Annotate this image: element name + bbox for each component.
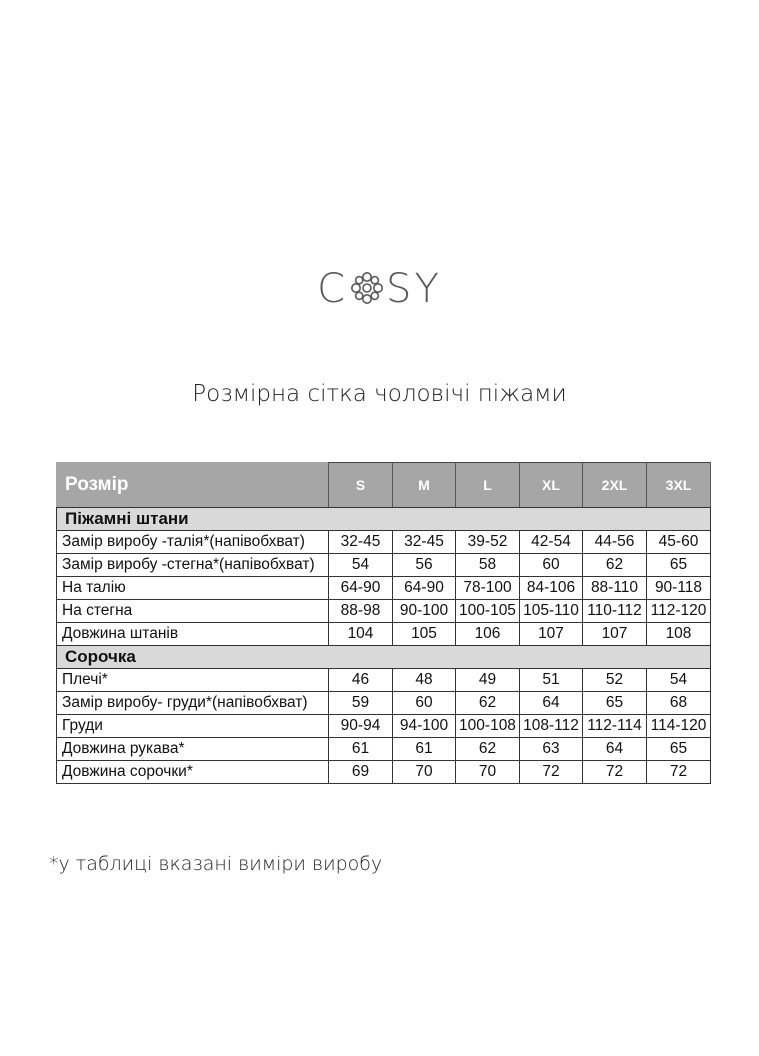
- cell-value: 56: [393, 554, 456, 577]
- table-row: [57, 577, 711, 600]
- cell-value: 112-120: [647, 600, 711, 623]
- cell-value: 107: [583, 623, 647, 646]
- cell-value: 90-94: [329, 715, 393, 738]
- section-row: [57, 508, 711, 531]
- row-label: На талію: [57, 577, 329, 600]
- cell-value: 32-45: [329, 531, 393, 554]
- row-label: На стегна: [57, 600, 329, 623]
- row-label: Замір виробу -стегна*(напівобхват): [57, 554, 329, 577]
- cell-value: 65: [647, 554, 711, 577]
- table-header-row: [57, 463, 711, 508]
- size-chart-table: [56, 462, 711, 784]
- row-label: Довжина сорочки*: [57, 761, 329, 784]
- cell-value: 63: [520, 738, 583, 761]
- row-label: Довжина штанів: [57, 623, 329, 646]
- page-title: Розмірна сітка чоловічі піжами: [192, 381, 567, 407]
- section-row: [57, 646, 711, 669]
- header-size-s: S: [329, 463, 393, 508]
- cell-value: 106: [456, 623, 520, 646]
- section-title: Піжамні штани: [57, 508, 711, 531]
- cell-value: 49: [456, 669, 520, 692]
- flower-icon: [349, 270, 385, 306]
- cell-value: 64-90: [329, 577, 393, 600]
- cell-value: 104: [329, 623, 393, 646]
- cell-value: 69: [329, 761, 393, 784]
- cell-value: 68: [647, 692, 711, 715]
- cell-value: 70: [393, 761, 456, 784]
- cell-value: 84-106: [520, 577, 583, 600]
- row-label: Замір виробу- груди*(напівобхват): [57, 692, 329, 715]
- cell-value: 90-100: [393, 600, 456, 623]
- table-row: [57, 669, 711, 692]
- cell-value: 32-45: [393, 531, 456, 554]
- cell-value: 64: [520, 692, 583, 715]
- header-size-3xl: 3XL: [647, 463, 711, 508]
- cell-value: 54: [329, 554, 393, 577]
- cell-value: 61: [393, 738, 456, 761]
- header-size-label: Розмір: [57, 463, 329, 508]
- cell-value: 112-114: [583, 715, 647, 738]
- cell-value: 100-108: [456, 715, 520, 738]
- row-label: Груди: [57, 715, 329, 738]
- cell-value: 88-110: [583, 577, 647, 600]
- cell-value: 72: [647, 761, 711, 784]
- cell-value: 90-118: [647, 577, 711, 600]
- cell-value: 62: [456, 738, 520, 761]
- brand-logo: [0, 266, 759, 312]
- cell-value: 108: [647, 623, 711, 646]
- cell-value: 42-54: [520, 531, 583, 554]
- cell-value: 72: [583, 761, 647, 784]
- cell-value: 64-90: [393, 577, 456, 600]
- cell-value: 94-100: [393, 715, 456, 738]
- header-size-l: L: [456, 463, 520, 508]
- row-label: Плечі*: [57, 669, 329, 692]
- cell-value: 58: [456, 554, 520, 577]
- header-size-2xl: 2XL: [583, 463, 647, 508]
- cell-value: 51: [520, 669, 583, 692]
- cell-value: 72: [520, 761, 583, 784]
- table-row: [57, 531, 711, 554]
- cell-value: 45-60: [647, 531, 711, 554]
- table-row: [57, 715, 711, 738]
- header-size-xl: XL: [520, 463, 583, 508]
- cell-value: 100-105: [456, 600, 520, 623]
- cell-value: 88-98: [329, 600, 393, 623]
- cell-value: 70: [456, 761, 520, 784]
- cell-value: 65: [583, 692, 647, 715]
- cell-value: 105-110: [520, 600, 583, 623]
- cell-value: 108-112: [520, 715, 583, 738]
- table-row: [57, 623, 711, 646]
- cell-value: 65: [647, 738, 711, 761]
- header-size-m: M: [393, 463, 456, 508]
- cell-value: 39-52: [456, 531, 520, 554]
- cell-value: 60: [520, 554, 583, 577]
- table-row: [57, 692, 711, 715]
- cell-value: 110-112: [583, 600, 647, 623]
- cell-value: 59: [329, 692, 393, 715]
- row-label: Замір виробу -талія*(напівобхват): [57, 531, 329, 554]
- cell-value: 78-100: [456, 577, 520, 600]
- cell-value: 44-56: [583, 531, 647, 554]
- cell-value: 54: [647, 669, 711, 692]
- cell-value: 52: [583, 669, 647, 692]
- logo-letters-sy: SY: [386, 266, 442, 312]
- cell-value: 46: [329, 669, 393, 692]
- table-row: [57, 554, 711, 577]
- cell-value: 114-120: [647, 715, 711, 738]
- cell-value: 61: [329, 738, 393, 761]
- table-row: [57, 761, 711, 784]
- cell-value: 60: [393, 692, 456, 715]
- logo-letter-c: C: [317, 266, 349, 312]
- cell-value: 107: [520, 623, 583, 646]
- table-row: [57, 738, 711, 761]
- footnote: *у таблиці вказані виміри виробу: [49, 853, 383, 875]
- cell-value: 105: [393, 623, 456, 646]
- section-title: Сорочка: [57, 646, 711, 669]
- table-row: [57, 600, 711, 623]
- cell-value: 62: [456, 692, 520, 715]
- cell-value: 48: [393, 669, 456, 692]
- row-label: Довжина рукава*: [57, 738, 329, 761]
- cell-value: 62: [583, 554, 647, 577]
- cell-value: 64: [583, 738, 647, 761]
